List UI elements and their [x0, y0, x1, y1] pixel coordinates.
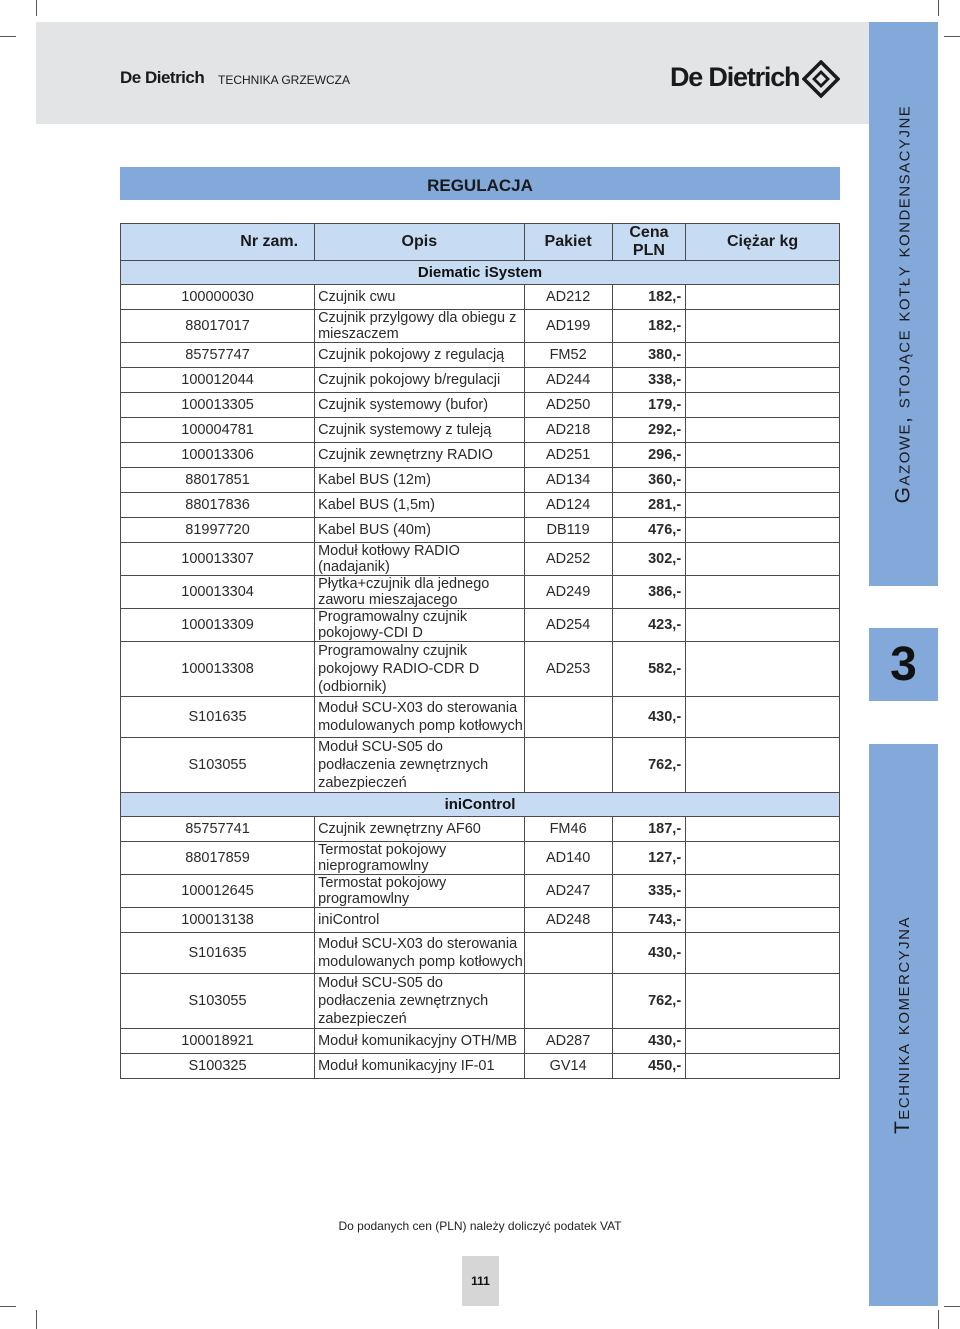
- brand-logo-small: De Dietrich: [120, 68, 205, 87]
- weight-cell: [686, 875, 840, 908]
- order-number-cell: 100018921: [121, 1029, 315, 1054]
- crop-mark: [36, 1310, 37, 1329]
- description-cell: Czujnik zewnętrzny RADIO: [315, 443, 524, 468]
- package-code-cell: GV14: [524, 1054, 612, 1079]
- package-code-cell: AD218: [524, 418, 612, 443]
- description-cell: Kabel BUS (1,5m): [315, 493, 524, 518]
- weight-cell: [686, 1054, 840, 1079]
- order-number-cell: 88017836: [121, 493, 315, 518]
- order-number-cell: 100004781: [121, 418, 315, 443]
- package-code-cell: AD249: [524, 576, 612, 609]
- weight-cell: [686, 418, 840, 443]
- order-number-cell: 100013308: [121, 642, 315, 697]
- order-number-cell: 100012044: [121, 368, 315, 393]
- table-row: [121, 310, 840, 343]
- weight-cell: [686, 343, 840, 368]
- weight-cell: [686, 738, 840, 793]
- package-code-cell: AD248: [524, 908, 612, 933]
- description-cell: Czujnik przylgowy dla obiegu z mieszaczem: [315, 310, 524, 343]
- crop-mark: [938, 1310, 939, 1329]
- package-code-cell: [524, 974, 612, 1029]
- weight-cell: [686, 697, 840, 738]
- table-row: [121, 1029, 840, 1054]
- price-cell: 430,-: [612, 697, 685, 738]
- table-row: [121, 543, 840, 576]
- col-header-cena: Cena PLN: [612, 224, 685, 261]
- order-number-cell: 100013305: [121, 393, 315, 418]
- price-cell: 296,-: [612, 443, 685, 468]
- description-cell: Termostat pokojowy nieprogramowlny: [315, 842, 524, 875]
- description-cell: Czujnik systemowy (bufor): [315, 393, 524, 418]
- crop-mark: [0, 1306, 16, 1307]
- col-header-waga: Ciężar kg: [686, 224, 840, 261]
- price-cell: 476,-: [612, 518, 685, 543]
- col-header-nr: Nr zam.: [121, 224, 315, 261]
- description-cell: Programowalny czujnik pokojowy RADIO-CDR D (odbiornik): [315, 642, 524, 697]
- table-row: [121, 443, 840, 468]
- price-cell: 762,-: [612, 738, 685, 793]
- order-number-cell: 100013309: [121, 609, 315, 642]
- weight-cell: [686, 576, 840, 609]
- weight-cell: [686, 842, 840, 875]
- table-row: [121, 933, 840, 974]
- table-row: [121, 576, 840, 609]
- table-row: [121, 817, 840, 842]
- weight-cell: [686, 642, 840, 697]
- weight-cell: [686, 817, 840, 842]
- package-code-cell: AD140: [524, 842, 612, 875]
- package-code-cell: AD250: [524, 393, 612, 418]
- order-number-cell: 85757747: [121, 343, 315, 368]
- package-code-cell: [524, 697, 612, 738]
- description-cell: Kabel BUS (12m): [315, 468, 524, 493]
- description-cell: Moduł SCU-X03 do sterowania modulowanych pomp kotłowych: [315, 933, 524, 974]
- description-cell: Czujnik zewnętrzny AF60: [315, 817, 524, 842]
- table-row: [121, 468, 840, 493]
- description-cell: Programowalny czujnik pokojowy-CDI D: [315, 609, 524, 642]
- table-row: [121, 974, 840, 1029]
- brand-tagline: TECHNIKA GRZEWCZA: [218, 73, 351, 87]
- package-code-cell: [524, 738, 612, 793]
- order-number-cell: 85757741: [121, 817, 315, 842]
- table-row: [121, 642, 840, 697]
- order-number-cell: 100013304: [121, 576, 315, 609]
- price-cell: 182,-: [612, 310, 685, 343]
- table-row: [121, 343, 840, 368]
- order-number-cell: 100013138: [121, 908, 315, 933]
- price-cell: 187,-: [612, 817, 685, 842]
- price-cell: 292,-: [612, 418, 685, 443]
- weight-cell: [686, 974, 840, 1029]
- package-code-cell: DB119: [524, 518, 612, 543]
- order-number-cell: 100013306: [121, 443, 315, 468]
- table-row: [121, 609, 840, 642]
- description-cell: iniControl: [315, 908, 524, 933]
- description-cell: Czujnik pokojowy z regulacją: [315, 343, 524, 368]
- section-title: REGULACJA: [120, 167, 840, 200]
- price-cell: 582,-: [612, 642, 685, 697]
- section-row: [121, 793, 840, 817]
- weight-cell: [686, 393, 840, 418]
- price-cell: 360,-: [612, 468, 685, 493]
- price-cell: 386,-: [612, 576, 685, 609]
- order-number-cell: S101635: [121, 697, 315, 738]
- order-number-cell: 100012645: [121, 875, 315, 908]
- weight-cell: [686, 468, 840, 493]
- price-cell: 450,-: [612, 1054, 685, 1079]
- crop-mark: [944, 1306, 960, 1307]
- price-cell: 127,-: [612, 842, 685, 875]
- description-cell: Moduł komunikacyjny IF-01: [315, 1054, 524, 1079]
- col-header-pakiet: Pakiet: [524, 224, 612, 261]
- order-number-cell: 100013307: [121, 543, 315, 576]
- weight-cell: [686, 310, 840, 343]
- crop-mark: [938, 0, 939, 16]
- table-row: [121, 738, 840, 793]
- price-cell: 281,-: [612, 493, 685, 518]
- vat-footnote: Do podanych cen (PLN) należy doliczyć podatek VAT: [338, 1219, 622, 1233]
- order-number-cell: S100325: [121, 1054, 315, 1079]
- section-name: iniControl: [121, 793, 840, 817]
- table-row: [121, 875, 840, 908]
- package-code-cell: FM52: [524, 343, 612, 368]
- package-code-cell: AD253: [524, 642, 612, 697]
- weight-cell: [686, 933, 840, 974]
- order-number-cell: 88017859: [121, 842, 315, 875]
- table-row: [121, 285, 840, 310]
- sidebar-section-label: Technika komercyjna: [891, 915, 915, 1135]
- table-body: [121, 261, 840, 1079]
- weight-cell: [686, 518, 840, 543]
- weight-cell: [686, 543, 840, 576]
- description-cell: Moduł kotłowy RADIO (nadajanik): [315, 543, 524, 576]
- price-cell: 423,-: [612, 609, 685, 642]
- description-cell: Czujnik cwu: [315, 285, 524, 310]
- price-cell: 430,-: [612, 1029, 685, 1054]
- description-cell: Moduł komunikacyjny OTH/MB: [315, 1029, 524, 1054]
- order-number-cell: S101635: [121, 933, 315, 974]
- package-code-cell: AD199: [524, 310, 612, 343]
- table-row: [121, 418, 840, 443]
- order-number-cell: 88017851: [121, 468, 315, 493]
- section-name: Diematic iSystem: [121, 261, 840, 285]
- package-code-cell: AD247: [524, 875, 612, 908]
- table-row: [121, 518, 840, 543]
- section-row: [121, 261, 840, 285]
- sidebar-chapter-tab: [869, 628, 938, 701]
- description-cell: Moduł SCU-S05 do podłaczenia zewnętrznych zabezpieczeń: [315, 738, 524, 793]
- price-cell: 380,-: [612, 343, 685, 368]
- description-cell: Termostat pokojowy programowlny: [315, 875, 524, 908]
- price-table: [120, 223, 840, 1079]
- chapter-number: 3: [890, 638, 917, 691]
- crop-mark: [36, 0, 37, 16]
- order-number-cell: 81997720: [121, 518, 315, 543]
- crop-mark: [944, 36, 960, 37]
- order-number-cell: S103055: [121, 738, 315, 793]
- table-header-row: [121, 224, 840, 261]
- price-cell: 338,-: [612, 368, 685, 393]
- package-code-cell: AD254: [524, 609, 612, 642]
- package-code-cell: AD134: [524, 468, 612, 493]
- table-row: [121, 842, 840, 875]
- price-cell: 430,-: [612, 933, 685, 974]
- weight-cell: [686, 443, 840, 468]
- weight-cell: [686, 609, 840, 642]
- weight-cell: [686, 285, 840, 310]
- price-cell: 335,-: [612, 875, 685, 908]
- brand-diamond-icon: [802, 60, 840, 98]
- price-cell: 179,-: [612, 393, 685, 418]
- description-cell: Kabel BUS (40m): [315, 518, 524, 543]
- weight-cell: [686, 908, 840, 933]
- table-row: [121, 908, 840, 933]
- description-cell: Czujnik systemowy z tuleją: [315, 418, 524, 443]
- package-code-cell: AD287: [524, 1029, 612, 1054]
- table-row: [121, 393, 840, 418]
- table-row: [121, 493, 840, 518]
- weight-cell: [686, 1029, 840, 1054]
- price-cell: 182,-: [612, 285, 685, 310]
- package-code-cell: AD252: [524, 543, 612, 576]
- package-code-cell: [524, 933, 612, 974]
- description-cell: Płytka+czujnik dla jednego zaworu mieszajacego: [315, 576, 524, 609]
- table-row: [121, 697, 840, 738]
- price-cell: 762,-: [612, 974, 685, 1029]
- col-header-opis: Opis: [315, 224, 524, 261]
- package-code-cell: AD124: [524, 493, 612, 518]
- crop-mark: [0, 36, 16, 37]
- table-row: [121, 368, 840, 393]
- order-number-cell: 88017017: [121, 310, 315, 343]
- weight-cell: [686, 493, 840, 518]
- description-cell: Moduł SCU-S05 do podłaczenia zewnętrznych zabezpieczeń: [315, 974, 524, 1029]
- package-code-cell: AD244: [524, 368, 612, 393]
- table-row: [121, 1054, 840, 1079]
- order-number-cell: S103055: [121, 974, 315, 1029]
- page-number: 111: [462, 1256, 499, 1306]
- price-cell: 743,-: [612, 908, 685, 933]
- brand-logo-large: De Dietrich: [670, 62, 800, 92]
- package-code-cell: AD212: [524, 285, 612, 310]
- price-cell: 302,-: [612, 543, 685, 576]
- sidebar-category-label: Gazowe, stojące kotły kondensacyjne: [891, 104, 915, 504]
- description-cell: Czujnik pokojowy b/regulacji: [315, 368, 524, 393]
- sidebar-category-tab: [869, 22, 938, 586]
- weight-cell: [686, 368, 840, 393]
- order-number-cell: 100000030: [121, 285, 315, 310]
- package-code-cell: FM46: [524, 817, 612, 842]
- description-cell: Moduł SCU-X03 do sterowania modulowanych pomp kotłowych: [315, 697, 524, 738]
- package-code-cell: AD251: [524, 443, 612, 468]
